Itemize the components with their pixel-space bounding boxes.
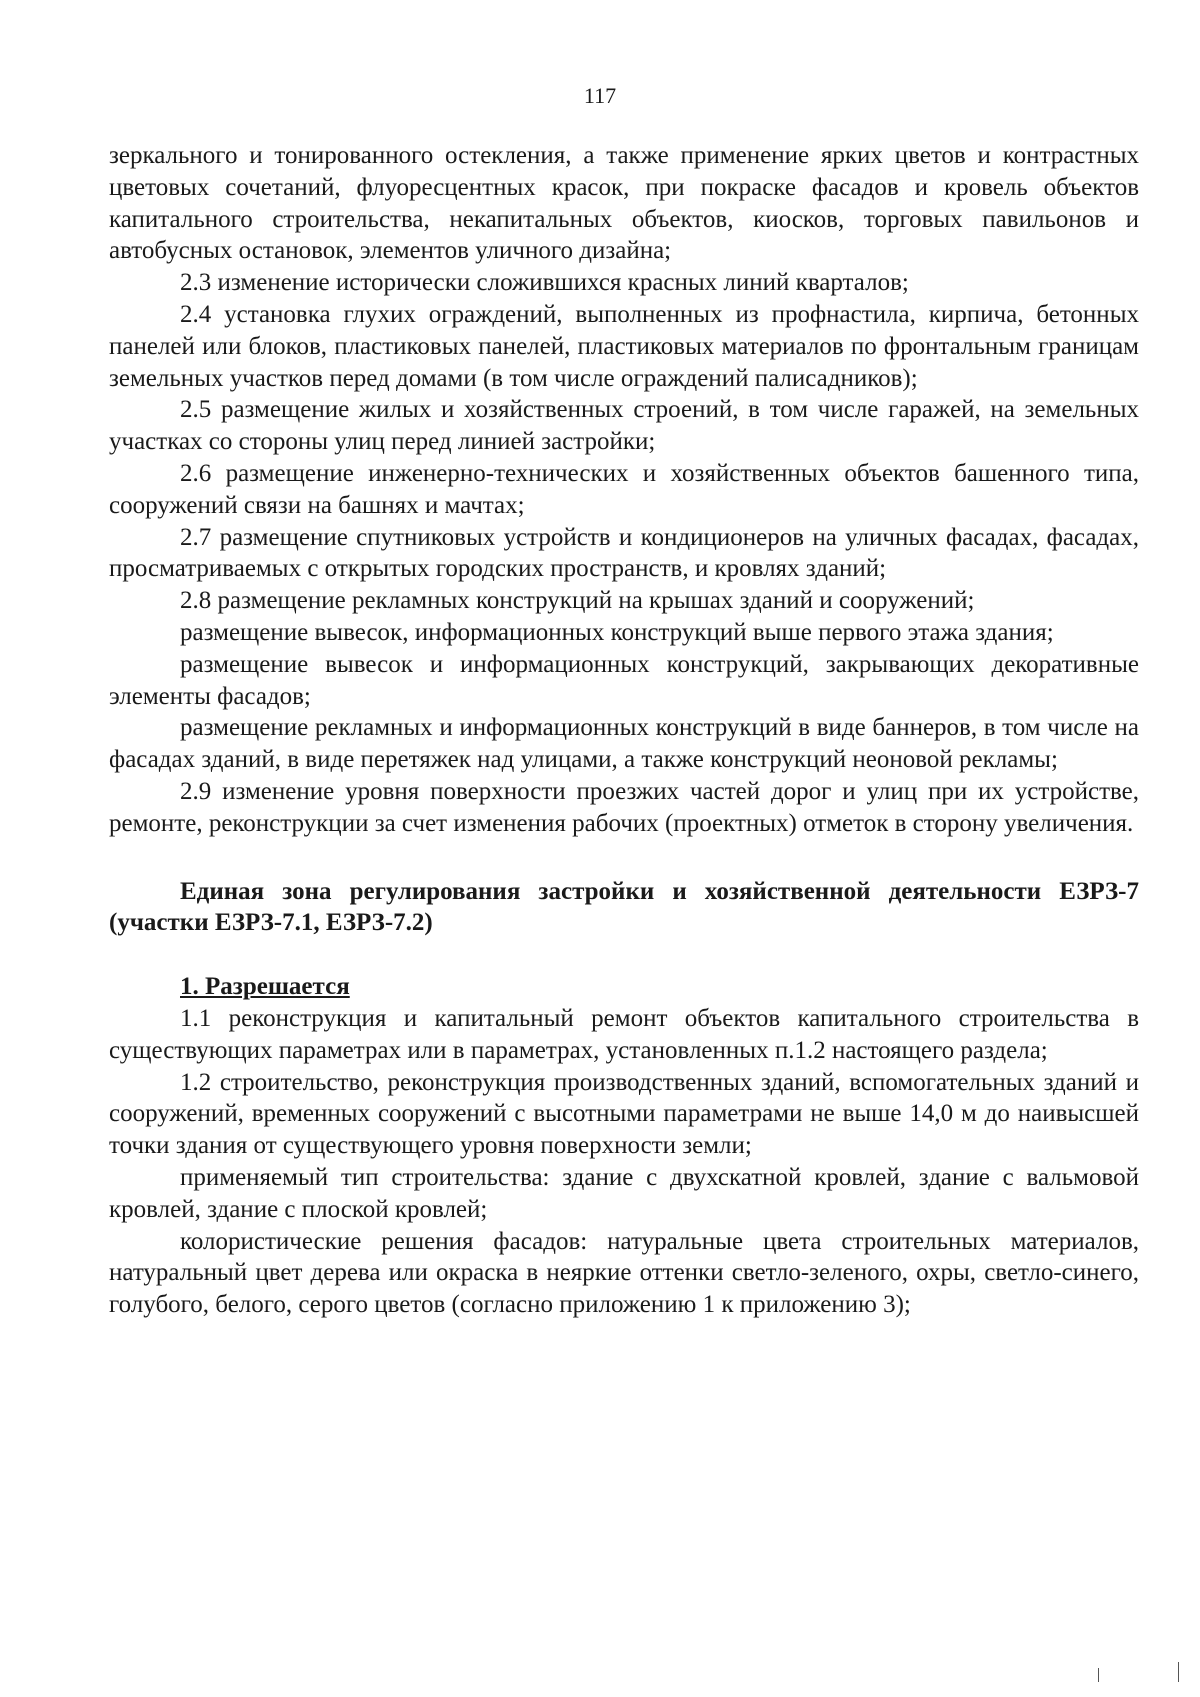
zone-title: Единая зона регулирования застройки и хозяйственной деятельности ЕЗРЗ-7 (участки ЕЗРЗ-7.1, ЕЗРЗ-7.2) <box>109 877 1139 937</box>
paragraph-item-2-8: 2.8 размещение рекламных конструкций на крышах зданий и сооружений; <box>180 587 975 615</box>
paragraph-construction-type: применяемый тип строительства: здание с двухскатной кровлей, здание с вальмовой кровлей, здание с плоской кровлей; <box>109 1163 1139 1223</box>
paragraph-signs-decor: размещение вывесок и информационных конструкций, закрывающих декоративные элементы фасадов; <box>109 650 1139 710</box>
paragraph-item-2-9: 2.9 изменение уровня поверхности проезжих частей дорог и улиц при их устройстве, ремонте, реконструкции за счет изменения рабочих (проектных) отметок в сторону увеличения. <box>109 777 1139 837</box>
paragraph-item-2-6: 2.6 размещение инженерно-технических и хозяйственных объектов башенного типа, сооружений связи на башнях и мачтах; <box>109 459 1139 519</box>
paragraph-banners: размещение рекламных и информационных конструкций в виде баннеров, в том числе на фасадах зданий, в виде перетяжек над улицами, а также конструкций неоновой рекламы; <box>109 714 1139 774</box>
permitted-heading: 1. Разрешается <box>180 973 350 1001</box>
paragraph-signs-upper-floor: размещение вывесок, информационных конструкций выше первого этажа здания; <box>180 618 1054 646</box>
scan-artifact-mark <box>1178 1662 1179 1682</box>
paragraph-item-2-4: 2.4 установка глухих ограждений, выполненных из профнастила, кирпича, бетонных панелей или блоков, пластиковых панелей, пластиковых материалов по фронтальным границам земельных участков перед домами (в том числе ограждений палисадников); <box>109 300 1139 392</box>
paragraph-item-1-1: 1.1 реконструкция и капитальный ремонт объектов капитального строительства в существующих параметрах или в параметрах, установленных п.1.2 настоящего раздела; <box>109 1004 1139 1064</box>
paragraph-item-2-5: 2.5 размещение жилых и хозяйственных строений, в том числе гаражей, на земельных участках со стороны улиц перед линией застройки; <box>109 396 1139 456</box>
paragraph-facade-colors: колористические решения фасадов: натуральные цвета строительных материалов, натуральный цвет дерева или окраска в неяркие оттенки светло-зеленого, охры, светло-синего, голубого, белого, серого цветов (согласно приложению 1 к приложению 3); <box>109 1227 1139 1319</box>
page-content <box>109 140 1139 1321</box>
page-number: 117 <box>583 83 617 108</box>
paragraph-item-1-2: 1.2 строительство, реконструкция производственных зданий, вспомогательных зданий и сооружений, временных сооружений с высотными параметрами не выше 14,0 м до наивысшей точки здания от существующего уровня поверхности земли; <box>109 1068 1139 1160</box>
paragraph-continuation: зеркального и тонированного остекления, а также применение ярких цветов и контрастных цветовых сочетаний, флуоресцентных красок, при покраске фасадов и кровель объектов капитального строительства, некапитальных объектов, киосков, торговых павильонов и автобусных остановок, элементов уличного дизайна; <box>109 142 1139 265</box>
scan-artifact-mark <box>1098 1668 1099 1682</box>
paragraph-item-2-3: 2.3 изменение исторически сложившихся красных линий кварталов; <box>180 269 909 297</box>
paragraph-item-2-7: 2.7 размещение спутниковых устройств и кондиционеров на уличных фасадах, фасадах, просматриваемых с открытых городских пространств, и кровлях зданий; <box>109 523 1139 583</box>
